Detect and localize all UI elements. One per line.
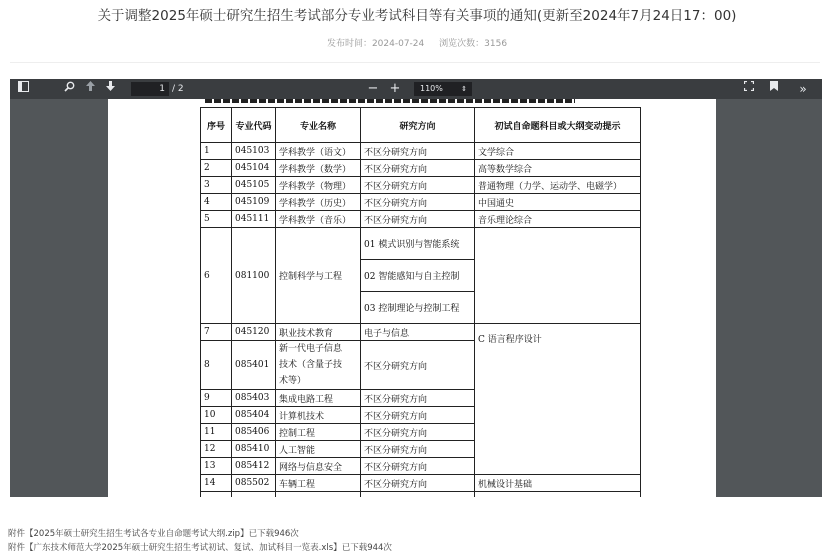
cell-no: 11 <box>201 424 232 441</box>
cell-code: 081100 <box>232 228 276 324</box>
header-code: 专业代码 <box>232 108 276 143</box>
more-icon[interactable]: » <box>799 82 807 96</box>
cell-name: 职业技术教育 <box>276 324 361 341</box>
cell-name: 控制工程 <box>276 424 361 441</box>
table-row <box>201 194 641 211</box>
cell-direction: 不区分研究方向 <box>361 341 475 390</box>
cell-note: 音乐理论综合 <box>475 211 641 228</box>
cell-direction: 01 模式识别与智能系统 <box>361 228 475 260</box>
cell-note: 普通物理（力学、运动学、电磁学） <box>475 177 641 194</box>
cell-name: 计算机技术 <box>276 407 361 424</box>
attachment-1: 附件【2025年硕士研究生招生考试各专业自命题考试大纲.zip】已下载946次 <box>8 529 299 539</box>
arrow-down-icon[interactable] <box>104 81 116 97</box>
cell-no: 9 <box>201 390 232 407</box>
cell-code: 085406 <box>232 424 276 441</box>
cell-direction: 不区分研究方向 <box>361 177 475 194</box>
fit-page-icon[interactable] <box>742 81 756 97</box>
cell-code: 045104 <box>232 160 276 177</box>
table-row <box>201 177 641 194</box>
cell-note: 机械设计基础 <box>475 475 641 492</box>
view-count: 浏览次数：3156 <box>439 39 508 49</box>
table-row <box>201 475 641 492</box>
cell-code: 045103 <box>232 143 276 160</box>
cell-code: 045120 <box>232 324 276 341</box>
cell-direction: 不区分研究方向 <box>361 390 475 407</box>
cell-direction: 不区分研究方向 <box>361 160 475 177</box>
attachment-link[interactable]: 【广东技术师范大学2025年硕士研究生招生考试初试、复试、加试科目一览表.xls】 <box>25 543 342 553</box>
subject-table <box>200 107 641 497</box>
table-row <box>201 211 641 228</box>
pdf-page <box>108 99 716 497</box>
cell-direction: 不区分研究方向 <box>361 143 475 160</box>
cell-name: 学科教学（数学） <box>276 160 361 177</box>
cell-note: 文学综合 <box>475 143 641 160</box>
zoom-select[interactable]: 110% ⇕ <box>414 82 472 96</box>
cell-name: 集成电路工程 <box>276 390 361 407</box>
cell-no: 6 <box>201 228 232 324</box>
cell-code: 085410 <box>232 441 276 458</box>
publish-date: 发布时间：2024-07-24 <box>326 39 425 49</box>
cell-direction: 不区分研究方向 <box>361 211 475 228</box>
divider <box>10 62 820 63</box>
table-header-row <box>201 108 641 143</box>
article-title: 关于调整2025年硕士研究生招生考试部分专业考试科目等有关事项的通知(更新至2024年7月24日17：00) <box>97 8 737 24</box>
page-total: / 2 <box>172 84 184 94</box>
cell-no: 2 <box>201 160 232 177</box>
cell-code: 085404 <box>232 407 276 424</box>
pdf-toolbar <box>10 79 822 99</box>
cell-note: 高等数学综合 <box>475 160 641 177</box>
attachment-2: 附件【广东技术师范大学2025年硕士研究生招生考试初试、复试、加试科目一览表.xls】已下载944次 <box>8 543 392 553</box>
cell-name: 网络与信息安全 <box>276 458 361 475</box>
cell-no: 4 <box>201 194 232 211</box>
search-icon[interactable] <box>62 81 76 97</box>
sidebar-icon[interactable] <box>16 81 30 97</box>
cell-direction: 电子与信息 <box>361 324 475 341</box>
header-no: 序号 <box>201 108 232 143</box>
cell-code: 045109 <box>232 194 276 211</box>
cell-no: 3 <box>201 177 232 194</box>
zoom-in-icon[interactable]: + <box>389 81 401 96</box>
pdf-viewer[interactable] <box>10 79 822 497</box>
header-name: 专业名称 <box>276 108 361 143</box>
zoom-out-icon[interactable]: − <box>367 81 379 96</box>
table-row <box>201 228 641 260</box>
cell-direction: 02 智能感知与自主控制 <box>361 260 475 292</box>
cell-name: 学科教学（历史） <box>276 194 361 211</box>
cell-direction: 不区分研究方向 <box>361 407 475 424</box>
cell-code: 085401 <box>232 341 276 390</box>
cell-no: 1 <box>201 143 232 160</box>
page-number-input[interactable]: 1 <box>131 82 169 96</box>
cell-name: 学科教学（语文） <box>276 143 361 160</box>
arrow-up-icon[interactable] <box>84 81 96 97</box>
table-row-partial <box>201 492 641 498</box>
cell-no: 13 <box>201 458 232 475</box>
cell-no: 12 <box>201 441 232 458</box>
cell-name: 学科教学（物理） <box>276 177 361 194</box>
cell-no: 14 <box>201 475 232 492</box>
cell-name: 控制科学与工程 <box>276 228 361 324</box>
attachment-link[interactable]: 【2025年硕士研究生招生考试各专业自命题考试大纲.zip】 <box>25 529 249 539</box>
cell-direction: 不区分研究方向 <box>361 194 475 211</box>
cell-no: 5 <box>201 211 232 228</box>
cell-direction: 不区分研究方向 <box>361 458 475 475</box>
article-meta <box>0 36 834 49</box>
table-row <box>201 160 641 177</box>
cell-note: 中国通史 <box>475 194 641 211</box>
table-row <box>201 143 641 160</box>
cell-code: 085412 <box>232 458 276 475</box>
cell-no: 8 <box>201 341 232 390</box>
cell-direction: 不区分研究方向 <box>361 424 475 441</box>
header-note: 初试自命题科目或大纲变动提示 <box>475 108 641 143</box>
table-row <box>201 324 641 341</box>
cut-off-text-line <box>205 99 575 103</box>
bookmark-icon[interactable] <box>768 81 780 97</box>
cell-code: 045105 <box>232 177 276 194</box>
header-direction: 研究方向 <box>361 108 475 143</box>
cell-name: 新一代电子信息 技术（含量子技 术等） <box>276 341 361 390</box>
cell-no: 10 <box>201 407 232 424</box>
cell-no: 7 <box>201 324 232 341</box>
cell-note-merged: C 语言程序设计 <box>475 324 641 475</box>
cell-note-empty <box>475 228 641 324</box>
cell-name: 学科教学（音乐） <box>276 211 361 228</box>
cell-code: 085502 <box>232 475 276 492</box>
cell-code: 085403 <box>232 390 276 407</box>
cell-direction: 不区分研究方向 <box>361 475 475 492</box>
cell-direction: 03 控制理论与控制工程 <box>361 292 475 324</box>
cell-name: 人工智能 <box>276 441 361 458</box>
cell-name: 车辆工程 <box>276 475 361 492</box>
cell-code: 045111 <box>232 211 276 228</box>
cell-direction: 不区分研究方向 <box>361 441 475 458</box>
